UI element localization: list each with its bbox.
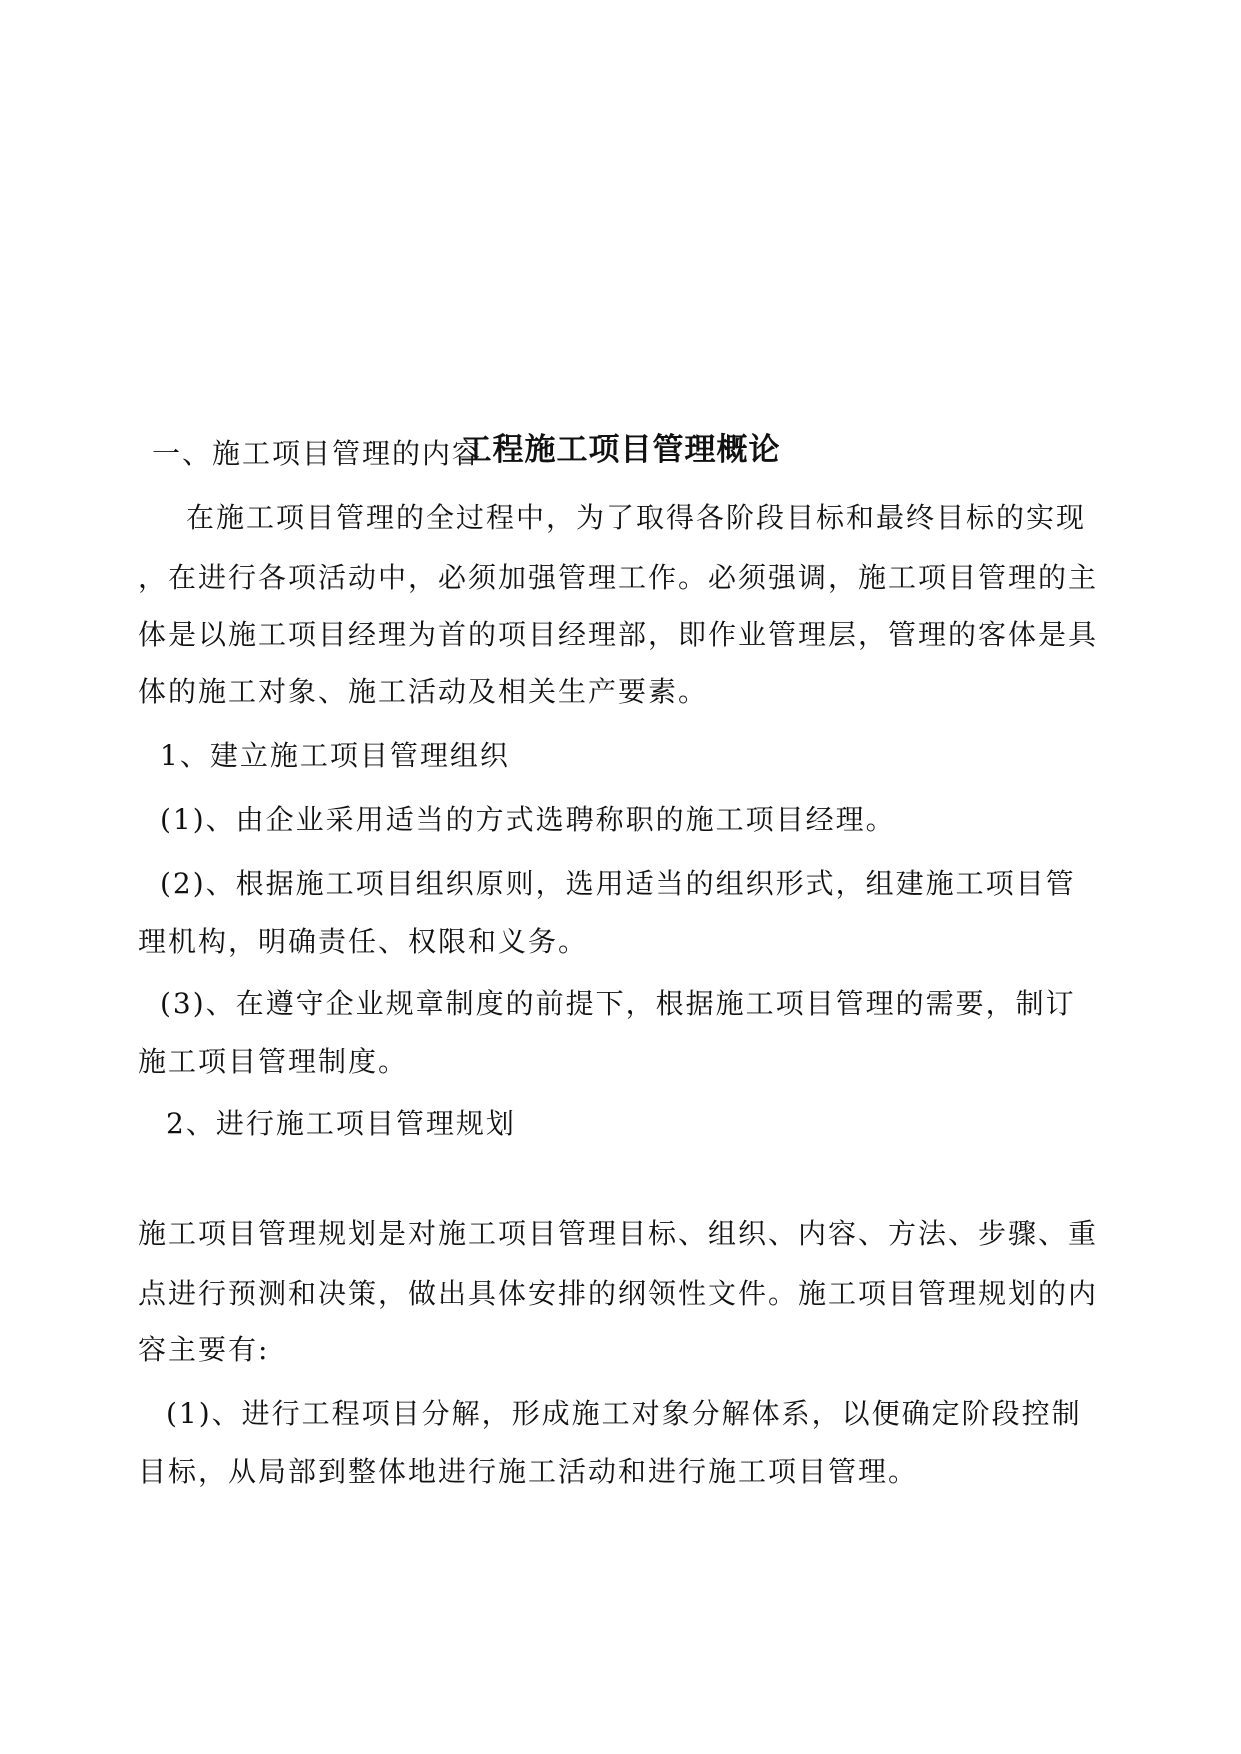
- subsection-heading-1: 1、建立施工项目管理组织: [160, 739, 510, 772]
- paragraph-1-line-4: 体的施工对象、施工活动及相关生产要素。: [138, 675, 709, 708]
- paragraph-2-line-3: 容主要有:: [138, 1333, 270, 1366]
- section-heading-1: 一、施工项目管理的内容: [152, 437, 483, 470]
- paragraph-1-line-1: 在施工项目管理的全过程中，为了取得各阶段目标和最终目标的实现: [186, 501, 1087, 534]
- list-item-1-2-line-1: (2)、根据施工项目组织原则，选用适当的组织形式，组建施工项目管: [160, 867, 1076, 900]
- list-item-1-3-line-1: (3)、在遵守企业规章制度的前提下，根据施工项目管理的需要，制订: [160, 987, 1076, 1020]
- document-title: 工程施工项目管理概论: [460, 432, 781, 468]
- paragraph-1-line-2: ，在进行各项活动中，必须加强管理工作。必须强调，施工项目管理的主: [138, 561, 1099, 594]
- list-item-1-3-line-2: 施工项目管理制度。: [138, 1045, 409, 1078]
- list-item-2-1-line-1: (1)、进行工程项目分解，形成施工对象分解体系，以便确定阶段控制: [166, 1397, 1082, 1430]
- subsection-heading-2: 2、进行施工项目管理规划: [166, 1107, 516, 1140]
- paragraph-2-line-2: 点进行预测和决策，做出具体安排的纲领性文件。施工项目管理规划的内: [138, 1277, 1099, 1310]
- paragraph-1-line-3: 体是以施工项目经理为首的项目经理部，即作业管理层，管理的客体是具: [138, 618, 1099, 651]
- list-item-2-1-line-2: 目标，从局部到整体地进行施工活动和进行施工项目管理。: [138, 1455, 919, 1488]
- list-item-1-2-line-2: 理机构，明确责任、权限和义务。: [138, 925, 589, 958]
- paragraph-2-line-1: 施工项目管理规划是对施工项目管理目标、组织、内容、方法、步骤、重: [138, 1217, 1099, 1250]
- list-item-1-1: (1)、由企业采用适当的方式选聘称职的施工项目经理。: [160, 803, 896, 836]
